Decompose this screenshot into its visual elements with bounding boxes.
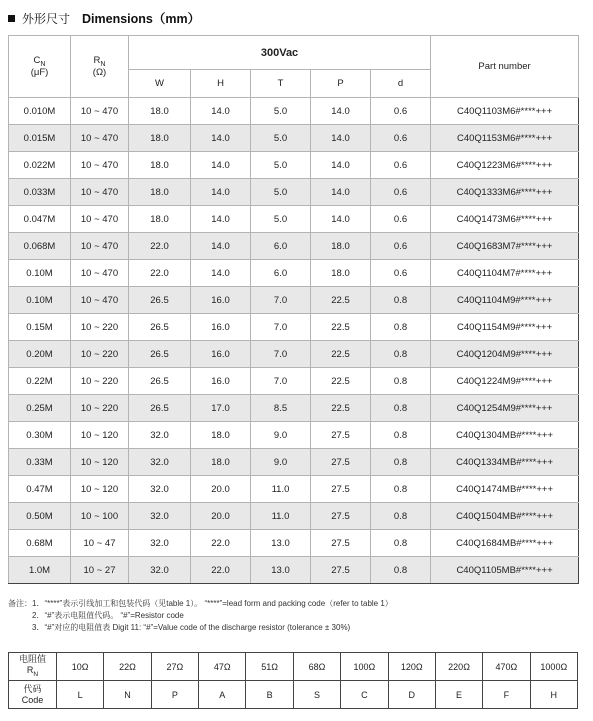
table-row	[9, 503, 579, 530]
t-cell: 5.0	[251, 125, 311, 152]
resistor-value-cell: 470Ω	[483, 653, 530, 681]
d-cell: 0.8	[371, 395, 431, 422]
part-number-cell: C40Q1504MB#****+++	[431, 503, 579, 530]
part-number-cell: C40Q1683M7#****+++	[431, 233, 579, 260]
rn-cell: 10 ~ 120	[71, 449, 129, 476]
p-cell: 27.5	[311, 476, 371, 503]
t-cell: 7.0	[251, 341, 311, 368]
part-number-cell: C40Q1223M6#****+++	[431, 152, 579, 179]
table-row	[9, 557, 579, 584]
w-cell: 18.0	[129, 179, 191, 206]
cn-cell: 0.22M	[9, 368, 71, 395]
square-bullet-icon	[8, 15, 15, 22]
w-cell: 32.0	[129, 557, 191, 584]
t-cell: 5.0	[251, 179, 311, 206]
part-number-cell: C40Q1104M9#****+++	[431, 287, 579, 314]
t-cell: 13.0	[251, 530, 311, 557]
part-number-cell: C40Q1474MB#****+++	[431, 476, 579, 503]
cn-cell: 0.10M	[9, 287, 71, 314]
dimensions-body	[9, 98, 579, 584]
heading-cn: 外形尺寸	[22, 11, 71, 26]
resistor-value-cell: 120Ω	[388, 653, 435, 681]
note-line: 3．“#”对应的电阻值表 Digit 11: “#”=Value code of the discharge resistor (tolerance ± 30%)	[32, 623, 351, 632]
w-cell: 32.0	[129, 530, 191, 557]
part-number-cell: C40Q1103M6#****+++	[431, 98, 579, 125]
part-number-cell: C40Q1334MB#****+++	[431, 449, 579, 476]
t-cell: 11.0	[251, 476, 311, 503]
h-cell: 16.0	[191, 314, 251, 341]
resistor-code-cell: N	[104, 681, 151, 709]
d-cell: 0.8	[371, 422, 431, 449]
table-row	[9, 260, 579, 287]
rn-cell: 10 ~ 470	[71, 152, 129, 179]
h-cell: 14.0	[191, 179, 251, 206]
resistor-code-cell: A	[199, 681, 246, 709]
resistor-value-cell: 27Ω	[151, 653, 198, 681]
part-number-cell: C40Q1473M6#****+++	[431, 206, 579, 233]
part-number-cell: C40Q1224M9#****+++	[431, 368, 579, 395]
cn-cell: 0.30M	[9, 422, 71, 449]
cn-cell: 1.0M	[9, 557, 71, 584]
w-cell: 18.0	[129, 206, 191, 233]
t-cell: 8.5	[251, 395, 311, 422]
d-cell: 0.6	[371, 98, 431, 125]
cn-cell: 0.033M	[9, 179, 71, 206]
p-cell: 27.5	[311, 557, 371, 584]
w-cell: 26.5	[129, 395, 191, 422]
rn-cell: 10 ~ 120	[71, 476, 129, 503]
p-cell: 27.5	[311, 503, 371, 530]
w-cell: 32.0	[129, 422, 191, 449]
resistor-code-cell: L	[57, 681, 104, 709]
p-cell: 22.5	[311, 395, 371, 422]
resistor-value-cell: 68Ω	[293, 653, 340, 681]
w-cell: 26.5	[129, 314, 191, 341]
part-number-cell: C40Q1153M6#****+++	[431, 125, 579, 152]
w-cell: 32.0	[129, 449, 191, 476]
part-number-header: Part number	[431, 36, 579, 98]
d-cell: 0.6	[371, 206, 431, 233]
notes	[8, 598, 393, 634]
resistor-code-cell: P	[151, 681, 198, 709]
part-number-cell: C40Q1154M9#****+++	[431, 314, 579, 341]
cn-cell: 0.15M	[9, 314, 71, 341]
value-label: 电阻值 $R_N$	[9, 653, 57, 681]
d-cell: 0.6	[371, 125, 431, 152]
resistor-value-cell: 10Ω	[57, 653, 104, 681]
cn-header: $C_N$ (μF)	[9, 36, 71, 98]
d-cell: 0.6	[371, 179, 431, 206]
resistor-code-cell: S	[293, 681, 340, 709]
h-cell: 14.0	[191, 260, 251, 287]
rn-cell: 10 ~ 470	[71, 260, 129, 287]
resistor-code-cell: C	[341, 681, 388, 709]
w-cell: 32.0	[129, 476, 191, 503]
p-cell: 18.0	[311, 233, 371, 260]
col-w-header: W	[129, 70, 191, 98]
rn-cell: 10 ~ 470	[71, 233, 129, 260]
resistor-codes-row	[9, 681, 578, 709]
w-cell: 26.5	[129, 368, 191, 395]
table-row	[9, 395, 579, 422]
cn-cell: 0.68M	[9, 530, 71, 557]
resistor-code-cell: B	[246, 681, 293, 709]
h-cell: 16.0	[191, 368, 251, 395]
h-cell: 16.0	[191, 287, 251, 314]
t-cell: 6.0	[251, 233, 311, 260]
rn-cell: 10 ~ 470	[71, 287, 129, 314]
d-cell: 0.8	[371, 503, 431, 530]
note-line: 2．“#”表示电阻值代码。 “#”=Resistor code	[32, 611, 184, 620]
h-cell: 18.0	[191, 449, 251, 476]
cn-cell: 0.50M	[9, 503, 71, 530]
resistor-code-cell: D	[388, 681, 435, 709]
resistor-code-cell: F	[483, 681, 530, 709]
cn-cell: 0.10M	[9, 260, 71, 287]
note-line: 备注：1．“****”表示引线加工和包装代码（见table 1）。 “****”=lead form and packing code（refer to table 1）	[8, 599, 393, 608]
rn-cell: 10 ~ 470	[71, 206, 129, 233]
voltage-header: 300Vac	[129, 36, 431, 70]
t-cell: 7.0	[251, 314, 311, 341]
rn-cell: 10 ~ 220	[71, 314, 129, 341]
p-cell: 14.0	[311, 179, 371, 206]
w-cell: 32.0	[129, 503, 191, 530]
rn-cell: 10 ~ 120	[71, 422, 129, 449]
cn-cell: 0.068M	[9, 233, 71, 260]
table-row	[9, 233, 579, 260]
h-cell: 14.0	[191, 152, 251, 179]
rn-cell: 10 ~ 220	[71, 395, 129, 422]
t-cell: 7.0	[251, 287, 311, 314]
rn-cell: 10 ~ 220	[71, 368, 129, 395]
w-cell: 22.0	[129, 233, 191, 260]
rn-header: $R_N$ (Ω)	[71, 36, 129, 98]
table-row	[9, 206, 579, 233]
part-number-cell: C40Q1105MB#****+++	[431, 557, 579, 584]
w-cell: 26.5	[129, 341, 191, 368]
resistor-value-cell: 1000Ω	[530, 653, 577, 681]
d-cell: 0.8	[371, 476, 431, 503]
table-row	[9, 476, 579, 503]
table-row	[9, 287, 579, 314]
table-row	[9, 422, 579, 449]
cn-cell: 0.47M	[9, 476, 71, 503]
p-cell: 22.5	[311, 368, 371, 395]
rn-cell: 10 ~ 220	[71, 341, 129, 368]
code-label: 代码 Code	[9, 681, 57, 709]
table-row	[9, 368, 579, 395]
h-cell: 14.0	[191, 233, 251, 260]
resistor-values-row	[9, 653, 578, 681]
d-cell: 0.6	[371, 233, 431, 260]
table-row	[9, 125, 579, 152]
p-cell: 14.0	[311, 98, 371, 125]
rn-cell: 10 ~ 470	[71, 98, 129, 125]
heading-en: Dimensions（mm）	[82, 12, 201, 26]
resistor-value-cell: 51Ω	[246, 653, 293, 681]
resistor-code-cell: H	[530, 681, 577, 709]
rn-cell: 10 ~ 470	[71, 179, 129, 206]
col-d-header: d	[371, 70, 431, 98]
rn-cell: 10 ~ 470	[71, 125, 129, 152]
t-cell: 7.0	[251, 368, 311, 395]
w-cell: 18.0	[129, 152, 191, 179]
p-cell: 22.5	[311, 341, 371, 368]
dimensions-table	[8, 35, 579, 584]
h-cell: 18.0	[191, 422, 251, 449]
d-cell: 0.8	[371, 341, 431, 368]
rn-cell: 10 ~ 47	[71, 530, 129, 557]
part-number-cell: C40Q1304MB#****+++	[431, 422, 579, 449]
h-cell: 20.0	[191, 476, 251, 503]
col-t-header: T	[251, 70, 311, 98]
t-cell: 5.0	[251, 98, 311, 125]
h-cell: 22.0	[191, 530, 251, 557]
d-cell: 0.8	[371, 368, 431, 395]
t-cell: 9.0	[251, 422, 311, 449]
part-number-cell: C40Q1684MB#****+++	[431, 530, 579, 557]
resistor-value-cell: 100Ω	[341, 653, 388, 681]
t-cell: 13.0	[251, 557, 311, 584]
t-cell: 11.0	[251, 503, 311, 530]
h-cell: 16.0	[191, 341, 251, 368]
table-row	[9, 530, 579, 557]
h-cell: 22.0	[191, 557, 251, 584]
h-cell: 17.0	[191, 395, 251, 422]
p-cell: 27.5	[311, 422, 371, 449]
h-cell: 14.0	[191, 125, 251, 152]
h-cell: 14.0	[191, 98, 251, 125]
col-p-header: P	[311, 70, 371, 98]
resistor-value-cell: 220Ω	[435, 653, 482, 681]
d-cell: 0.8	[371, 530, 431, 557]
cn-cell: 0.047M	[9, 206, 71, 233]
d-cell: 0.8	[371, 449, 431, 476]
cn-cell: 0.015M	[9, 125, 71, 152]
resistor-value-cell: 47Ω	[199, 653, 246, 681]
d-cell: 0.8	[371, 314, 431, 341]
p-cell: 18.0	[311, 260, 371, 287]
section-heading	[8, 8, 200, 28]
table-row	[9, 341, 579, 368]
p-cell: 27.5	[311, 449, 371, 476]
p-cell: 14.0	[311, 152, 371, 179]
w-cell: 18.0	[129, 125, 191, 152]
part-number-cell: C40Q1333M6#****+++	[431, 179, 579, 206]
w-cell: 26.5	[129, 287, 191, 314]
p-cell: 22.5	[311, 287, 371, 314]
rn-cell: 10 ~ 100	[71, 503, 129, 530]
resistor-code-cell: E	[435, 681, 482, 709]
cn-cell: 0.33M	[9, 449, 71, 476]
col-h-header: H	[191, 70, 251, 98]
resistor-code-table	[8, 652, 578, 709]
w-cell: 22.0	[129, 260, 191, 287]
table-row	[9, 449, 579, 476]
t-cell: 5.0	[251, 206, 311, 233]
p-cell: 14.0	[311, 206, 371, 233]
t-cell: 5.0	[251, 152, 311, 179]
d-cell: 0.8	[371, 287, 431, 314]
p-cell: 22.5	[311, 314, 371, 341]
table-row	[9, 152, 579, 179]
t-cell: 9.0	[251, 449, 311, 476]
cn-cell: 0.25M	[9, 395, 71, 422]
cn-cell: 0.022M	[9, 152, 71, 179]
cn-cell: 0.20M	[9, 341, 71, 368]
part-number-cell: C40Q1104M7#****+++	[431, 260, 579, 287]
rn-cell: 10 ~ 27	[71, 557, 129, 584]
part-number-cell: C40Q1204M9#****+++	[431, 341, 579, 368]
resistor-value-cell: 22Ω	[104, 653, 151, 681]
h-cell: 14.0	[191, 206, 251, 233]
part-number-cell: C40Q1254M9#****+++	[431, 395, 579, 422]
h-cell: 20.0	[191, 503, 251, 530]
w-cell: 18.0	[129, 98, 191, 125]
d-cell: 0.6	[371, 260, 431, 287]
table-row	[9, 98, 579, 125]
cn-cell: 0.010M	[9, 98, 71, 125]
t-cell: 6.0	[251, 260, 311, 287]
p-cell: 14.0	[311, 125, 371, 152]
table-row	[9, 314, 579, 341]
d-cell: 0.6	[371, 152, 431, 179]
table-row	[9, 179, 579, 206]
d-cell: 0.8	[371, 557, 431, 584]
p-cell: 27.5	[311, 530, 371, 557]
